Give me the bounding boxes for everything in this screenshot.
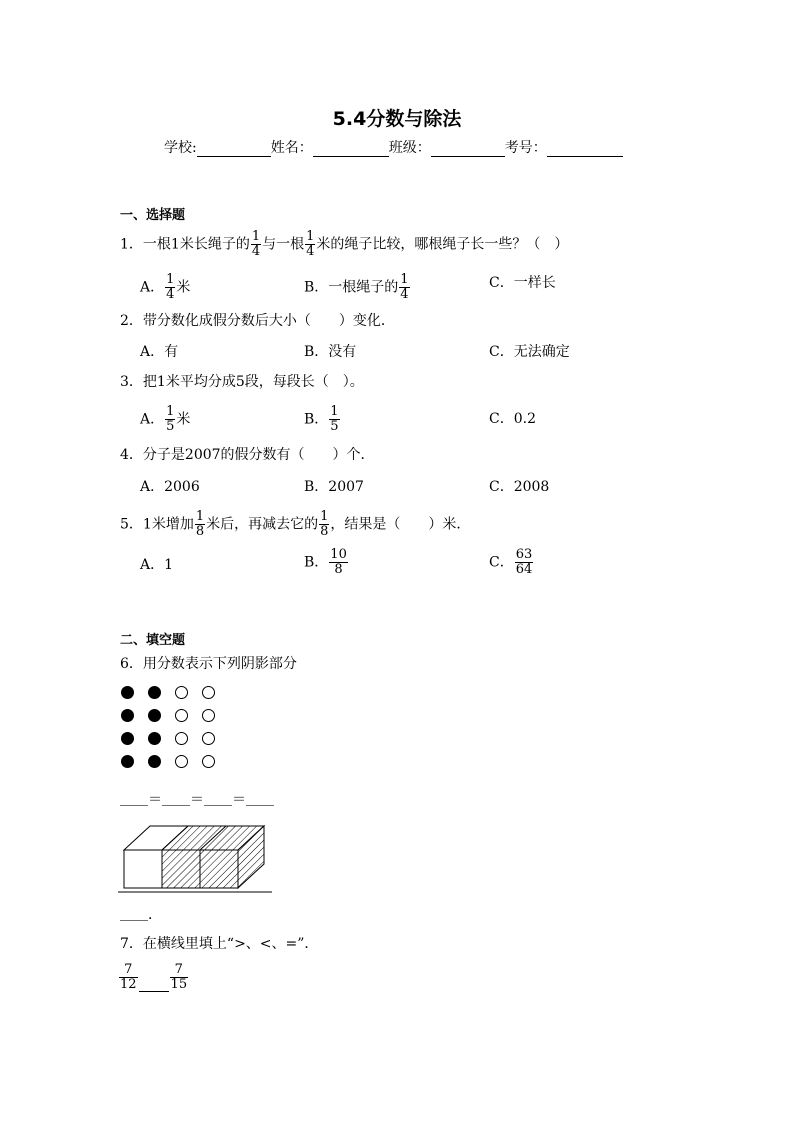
fraction: $\frac{7}{15}$ bbox=[170, 962, 188, 992]
class-label: 班级： bbox=[388, 140, 431, 156]
number-blank bbox=[547, 142, 623, 157]
fraction: $\frac{1}{5}$ bbox=[330, 404, 339, 434]
unshaded-dot bbox=[202, 755, 215, 768]
fraction: $\frac{1}{4}$ bbox=[306, 229, 315, 259]
q6-answer-blank[interactable]: ＿＿． bbox=[120, 907, 162, 923]
q4-option-b[interactable]: B．2007 bbox=[304, 479, 364, 495]
page-title: 5.4分数与除法 bbox=[332, 108, 462, 130]
unshaded-dot bbox=[175, 732, 188, 745]
shaded-dot bbox=[121, 732, 134, 745]
shaded-dot bbox=[121, 686, 134, 699]
dot-grid bbox=[121, 686, 221, 776]
question-text: 与一根 bbox=[262, 236, 305, 253]
fraction: $\frac{1}{4}$ bbox=[400, 272, 409, 302]
shaded-dot bbox=[121, 755, 134, 768]
q5-option-a[interactable]: A．1 bbox=[140, 557, 174, 573]
unshaded-dot bbox=[202, 732, 215, 745]
shaded-dot bbox=[148, 755, 161, 768]
q5-option-b[interactable]: B． $\frac{10}{8}$ bbox=[304, 547, 347, 577]
q1-option-b[interactable]: B．一根绳子的 $\frac{1}{4}$ bbox=[304, 272, 409, 302]
header-info bbox=[164, 139, 623, 157]
question-1 bbox=[120, 230, 568, 259]
section-choice-heading: 一、选择题 bbox=[120, 208, 186, 223]
number-label: 考号： bbox=[504, 140, 547, 156]
cuboid-front-unshaded bbox=[124, 850, 162, 888]
fraction: $\frac{1}{5}$ bbox=[166, 404, 175, 434]
question-7: 7．在横线里填上“>、<、=”． bbox=[120, 936, 319, 952]
fraction: $\frac{1}{8}$ bbox=[320, 509, 329, 539]
q4-option-c[interactable]: C．2008 bbox=[489, 479, 550, 495]
q7-comparison bbox=[118, 963, 189, 992]
q1-option-c[interactable]: C．一样长 bbox=[489, 275, 556, 291]
question-text: 一根1米长绳子的 bbox=[142, 236, 250, 253]
unshaded-dot bbox=[175, 686, 188, 699]
q6-equation-blanks[interactable]: ＿＿＝＿＿＝＿＿＝＿＿ bbox=[120, 792, 274, 808]
q5-option-c[interactable]: C． $\frac{63}{64}$ bbox=[489, 547, 533, 577]
question-3: 3．把1米平均分成5段，每段长（ ）。 bbox=[120, 374, 364, 390]
cuboid-figure bbox=[118, 823, 274, 895]
name-blank bbox=[313, 142, 389, 157]
question-6: 6．用分数表示下列阴影部分 bbox=[120, 656, 297, 672]
unshaded-dot bbox=[202, 686, 215, 699]
question-number: 1． bbox=[120, 236, 143, 253]
question-5: 5．1米增加 $\frac{1}{8}$ 米后，再减去它的 $\frac{1}{8}$ ，结果是（ ）米． bbox=[120, 509, 471, 539]
fraction: $\frac{1}{4}$ bbox=[166, 272, 175, 302]
school-label: 学校: bbox=[164, 140, 197, 156]
name-label: 姓名： bbox=[270, 140, 313, 156]
question-text: 米的绳子比较，哪根绳子长一些？（ ） bbox=[316, 236, 569, 253]
q3-option-b[interactable]: B． $\frac{1}{5}$ bbox=[304, 404, 339, 434]
question-2: 2．带分数化成假分数后大小（ ）变化． bbox=[120, 313, 395, 329]
q4-option-a[interactable]: A．2006 bbox=[140, 479, 200, 495]
q2-option-a[interactable]: A．有 bbox=[140, 344, 179, 360]
q3-option-c[interactable]: C．0.2 bbox=[489, 411, 536, 427]
shaded-dot bbox=[148, 709, 161, 722]
class-blank bbox=[431, 142, 505, 157]
unshaded-dot bbox=[202, 709, 215, 722]
fraction: $\frac{63}{64}$ bbox=[515, 547, 533, 577]
fraction: $\frac{1}{4}$ bbox=[251, 229, 261, 259]
question-4: 4．分子是2007的假分数有（ ）个． bbox=[120, 447, 375, 463]
shaded-dot bbox=[148, 686, 161, 699]
fraction: $\frac{7}{12}$ bbox=[120, 962, 137, 992]
fraction: $\frac{1}{8}$ bbox=[195, 509, 205, 539]
q7-answer-blank[interactable] bbox=[139, 969, 169, 992]
shaded-dot bbox=[121, 709, 134, 722]
q3-option-a[interactable]: A． $\frac{1}{5}$ 米 bbox=[140, 404, 191, 434]
unshaded-dot bbox=[175, 755, 188, 768]
fraction: $\frac{10}{8}$ bbox=[330, 547, 347, 577]
school-blank bbox=[197, 142, 271, 157]
q1-option-a[interactable]: A． $\frac{1}{4}$ 米 bbox=[140, 272, 191, 302]
q2-option-c[interactable]: C．无法确定 bbox=[489, 344, 570, 360]
unshaded-dot bbox=[175, 709, 188, 722]
section-fill-heading: 二、填空题 bbox=[120, 633, 186, 648]
shaded-dot bbox=[148, 732, 161, 745]
q2-option-b[interactable]: B．没有 bbox=[304, 344, 357, 360]
